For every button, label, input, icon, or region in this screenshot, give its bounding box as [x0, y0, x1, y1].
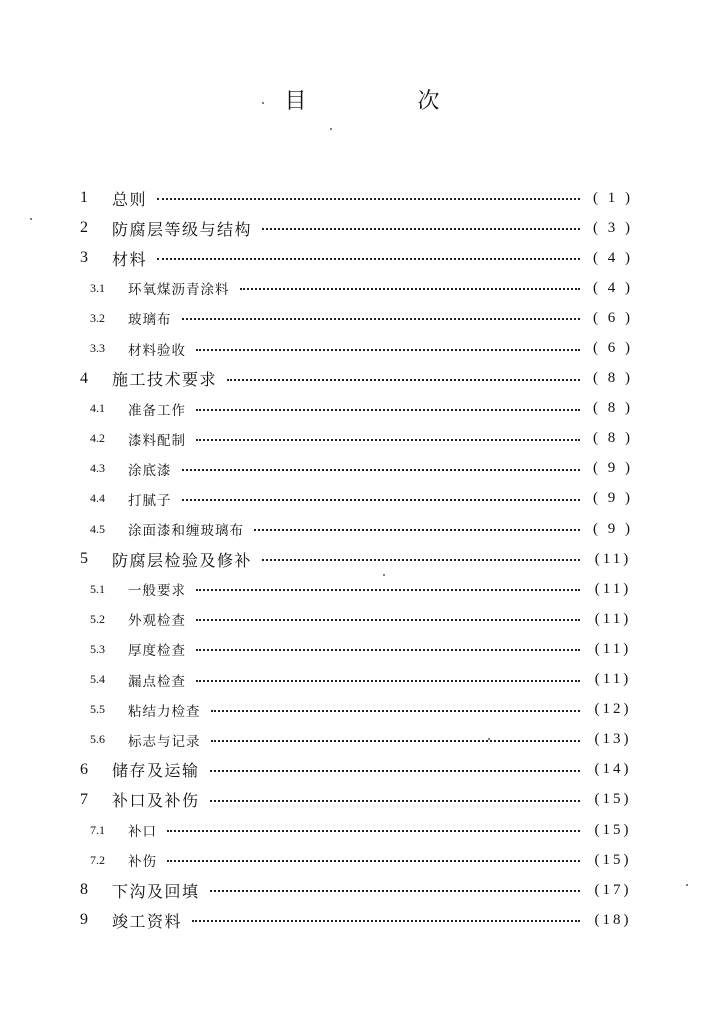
toc-entry-page: ( 4 )	[593, 249, 633, 266]
toc-dot-leader	[182, 318, 581, 320]
toc-entry-page: ( 8 )	[593, 400, 633, 417]
toc-entry-label: 补伤	[128, 854, 157, 871]
toc-entry[interactable]	[80, 574, 640, 604]
toc-entry-number: 5.1	[90, 581, 105, 596]
toc-entry[interactable]	[80, 725, 640, 755]
toc-entry[interactable]	[80, 213, 640, 243]
toc-entry[interactable]	[80, 695, 640, 725]
toc-entry-page: ( 4 )	[593, 279, 633, 296]
toc-entry[interactable]	[80, 514, 640, 544]
toc-entry-page: (17)	[594, 881, 632, 898]
toc-entry-label: 准备工作	[128, 402, 186, 419]
scan-speck	[686, 884, 688, 886]
toc-entry-label: 漏点检查	[128, 673, 186, 690]
toc-entry-label: 施工技术要求	[112, 370, 218, 390]
toc-dot-leader	[211, 740, 581, 742]
toc-entry-page: ( 1 )	[593, 189, 633, 206]
toc-entry[interactable]	[80, 183, 640, 213]
toc-dot-leader	[196, 439, 580, 441]
toc-entry[interactable]	[80, 364, 640, 394]
toc-entry-label: 储存及运输	[112, 761, 200, 781]
toc-entry-number: 5.4	[90, 672, 105, 687]
toc-entry[interactable]	[80, 544, 640, 574]
toc-dot-leader	[157, 258, 580, 260]
toc-entry-label: 竣工资料	[112, 911, 183, 931]
toc-entry-number: 4	[80, 369, 88, 387]
toc-entry-label: 防腐层检验及修补	[112, 550, 253, 570]
toc-entry-number: 3.2	[90, 310, 105, 325]
toc-dot-leader	[196, 589, 580, 591]
toc-entry-label: 玻璃布	[128, 312, 172, 329]
toc-entry-number: 3.3	[90, 341, 105, 356]
scan-speck	[262, 102, 264, 104]
toc-entry-number: 7.2	[90, 852, 105, 867]
toc-entry-label: 补口	[128, 824, 157, 841]
toc-entry[interactable]	[80, 484, 640, 514]
toc-entry[interactable]	[80, 665, 640, 695]
toc-entry-page: (11)	[594, 640, 632, 657]
toc-entry-page: ( 8 )	[593, 430, 633, 447]
toc-dot-leader	[196, 409, 580, 411]
toc-entry[interactable]	[80, 785, 640, 815]
toc-entry-label: 漆料配制	[128, 432, 186, 449]
scan-speck	[383, 574, 385, 576]
toc-dot-leader	[262, 228, 580, 230]
toc-entry-number: 4.3	[90, 461, 105, 476]
toc-entry-number: 3	[80, 249, 88, 267]
toc-entry-page: (11)	[594, 550, 632, 567]
toc-entry-number: 7.1	[90, 822, 105, 837]
toc-entry-page: (15)	[594, 821, 632, 838]
toc-entry[interactable]	[80, 303, 640, 333]
toc-entry-number: 5.3	[90, 641, 105, 656]
toc-dot-leader	[182, 469, 581, 471]
toc-entry[interactable]	[80, 424, 640, 454]
toc-entry-page: ( 6 )	[593, 340, 633, 357]
toc-dot-leader	[254, 529, 580, 531]
toc-dot-leader	[182, 499, 581, 501]
scan-speck	[488, 738, 490, 740]
toc-entry-label: 总则	[112, 189, 148, 209]
scan-speck	[330, 128, 332, 130]
toc-entry-label: 涂底漆	[128, 462, 172, 479]
toc-dot-leader	[167, 830, 580, 832]
toc-entry-page: ( 9 )	[593, 490, 633, 507]
toc-entry-number: 5.5	[90, 702, 105, 717]
toc-entry[interactable]	[80, 454, 640, 484]
toc-entry-number: 3.1	[90, 280, 105, 295]
toc-entry-page: (14)	[594, 761, 632, 778]
toc-entry-label: 涂面漆和缠玻璃布	[128, 523, 244, 540]
toc-entry-page: (11)	[594, 580, 632, 597]
toc-dot-leader	[196, 649, 580, 651]
toc-entry[interactable]	[80, 394, 640, 424]
toc-entry-label: 环氧煤沥青涂料	[128, 282, 230, 299]
toc-entry[interactable]	[80, 604, 640, 634]
toc-dot-leader	[227, 379, 580, 381]
toc-entry-page: ( 6 )	[593, 309, 633, 326]
scan-speck	[30, 218, 32, 220]
toc-entry-number: 6	[80, 760, 88, 778]
toc-entry-label: 打腻子	[128, 492, 172, 509]
toc-entry-number: 5.6	[90, 732, 105, 747]
toc-entry-number: 2	[80, 219, 88, 237]
toc-entry-number: 4.2	[90, 431, 105, 446]
toc-entry-page: (12)	[594, 701, 632, 718]
toc-entry-page: ( 3 )	[593, 219, 633, 236]
toc-entry-number: 7	[80, 790, 88, 808]
toc-dot-leader	[196, 349, 580, 351]
toc-entry-label: 一般要求	[128, 583, 186, 600]
table-of-contents	[80, 183, 640, 935]
toc-entry-label: 材料验收	[128, 342, 186, 359]
toc-entry-page: (18)	[594, 911, 632, 928]
toc-entry-label: 防腐层等级与结构	[112, 219, 253, 239]
toc-entry[interactable]	[80, 755, 640, 785]
toc-dot-leader	[196, 680, 580, 682]
toc-entry-page: (15)	[594, 791, 632, 808]
toc-entry-number: 5.2	[90, 611, 105, 626]
toc-entry-label: 粘结力检查	[128, 703, 201, 720]
toc-entry[interactable]	[80, 875, 640, 905]
toc-dot-leader	[192, 920, 580, 922]
toc-entry-number: 9	[80, 911, 88, 929]
toc-entry-number: 8	[80, 881, 88, 899]
toc-entry-number: 5	[80, 550, 88, 568]
toc-entry[interactable]	[80, 333, 640, 363]
toc-entry-page: ( 9 )	[593, 460, 633, 477]
toc-entry-number: 4.5	[90, 521, 105, 536]
toc-entry-number: 4.1	[90, 401, 105, 416]
toc-entry-page: (15)	[594, 851, 632, 868]
toc-entry-page: (11)	[594, 671, 632, 688]
toc-entry-page: ( 8 )	[593, 370, 633, 387]
toc-entry[interactable]	[80, 815, 640, 845]
toc-entry-label: 下沟及回填	[112, 881, 200, 901]
toc-entry-label: 标志与记录	[128, 733, 201, 750]
toc-dot-leader	[211, 710, 581, 712]
toc-entry-label: 外观检查	[128, 613, 186, 630]
toc-dot-leader	[157, 198, 580, 200]
toc-entry-label: 厚度检查	[128, 643, 186, 660]
toc-entry[interactable]	[80, 905, 640, 935]
toc-dot-leader	[240, 288, 581, 290]
toc-entry[interactable]	[80, 634, 640, 664]
toc-dot-leader	[167, 860, 580, 862]
toc-dot-leader	[262, 559, 580, 561]
toc-entry-number: 1	[80, 189, 88, 207]
toc-dot-leader	[210, 800, 580, 802]
toc-dot-leader	[196, 619, 580, 621]
toc-entry[interactable]	[80, 243, 640, 273]
toc-entry-label: 补口及补伤	[112, 791, 200, 811]
toc-entry[interactable]	[80, 845, 640, 875]
toc-entry[interactable]	[80, 273, 640, 303]
toc-entry-number: 4.4	[90, 491, 105, 506]
page-title: 目 次	[284, 89, 492, 114]
toc-entry-page: ( 9 )	[593, 520, 633, 537]
toc-dot-leader	[210, 770, 580, 772]
toc-entry-page: (13)	[594, 731, 632, 748]
toc-dot-leader	[210, 890, 580, 892]
toc-entry-label: 材料	[112, 249, 148, 269]
toc-entry-page: (11)	[594, 610, 632, 627]
